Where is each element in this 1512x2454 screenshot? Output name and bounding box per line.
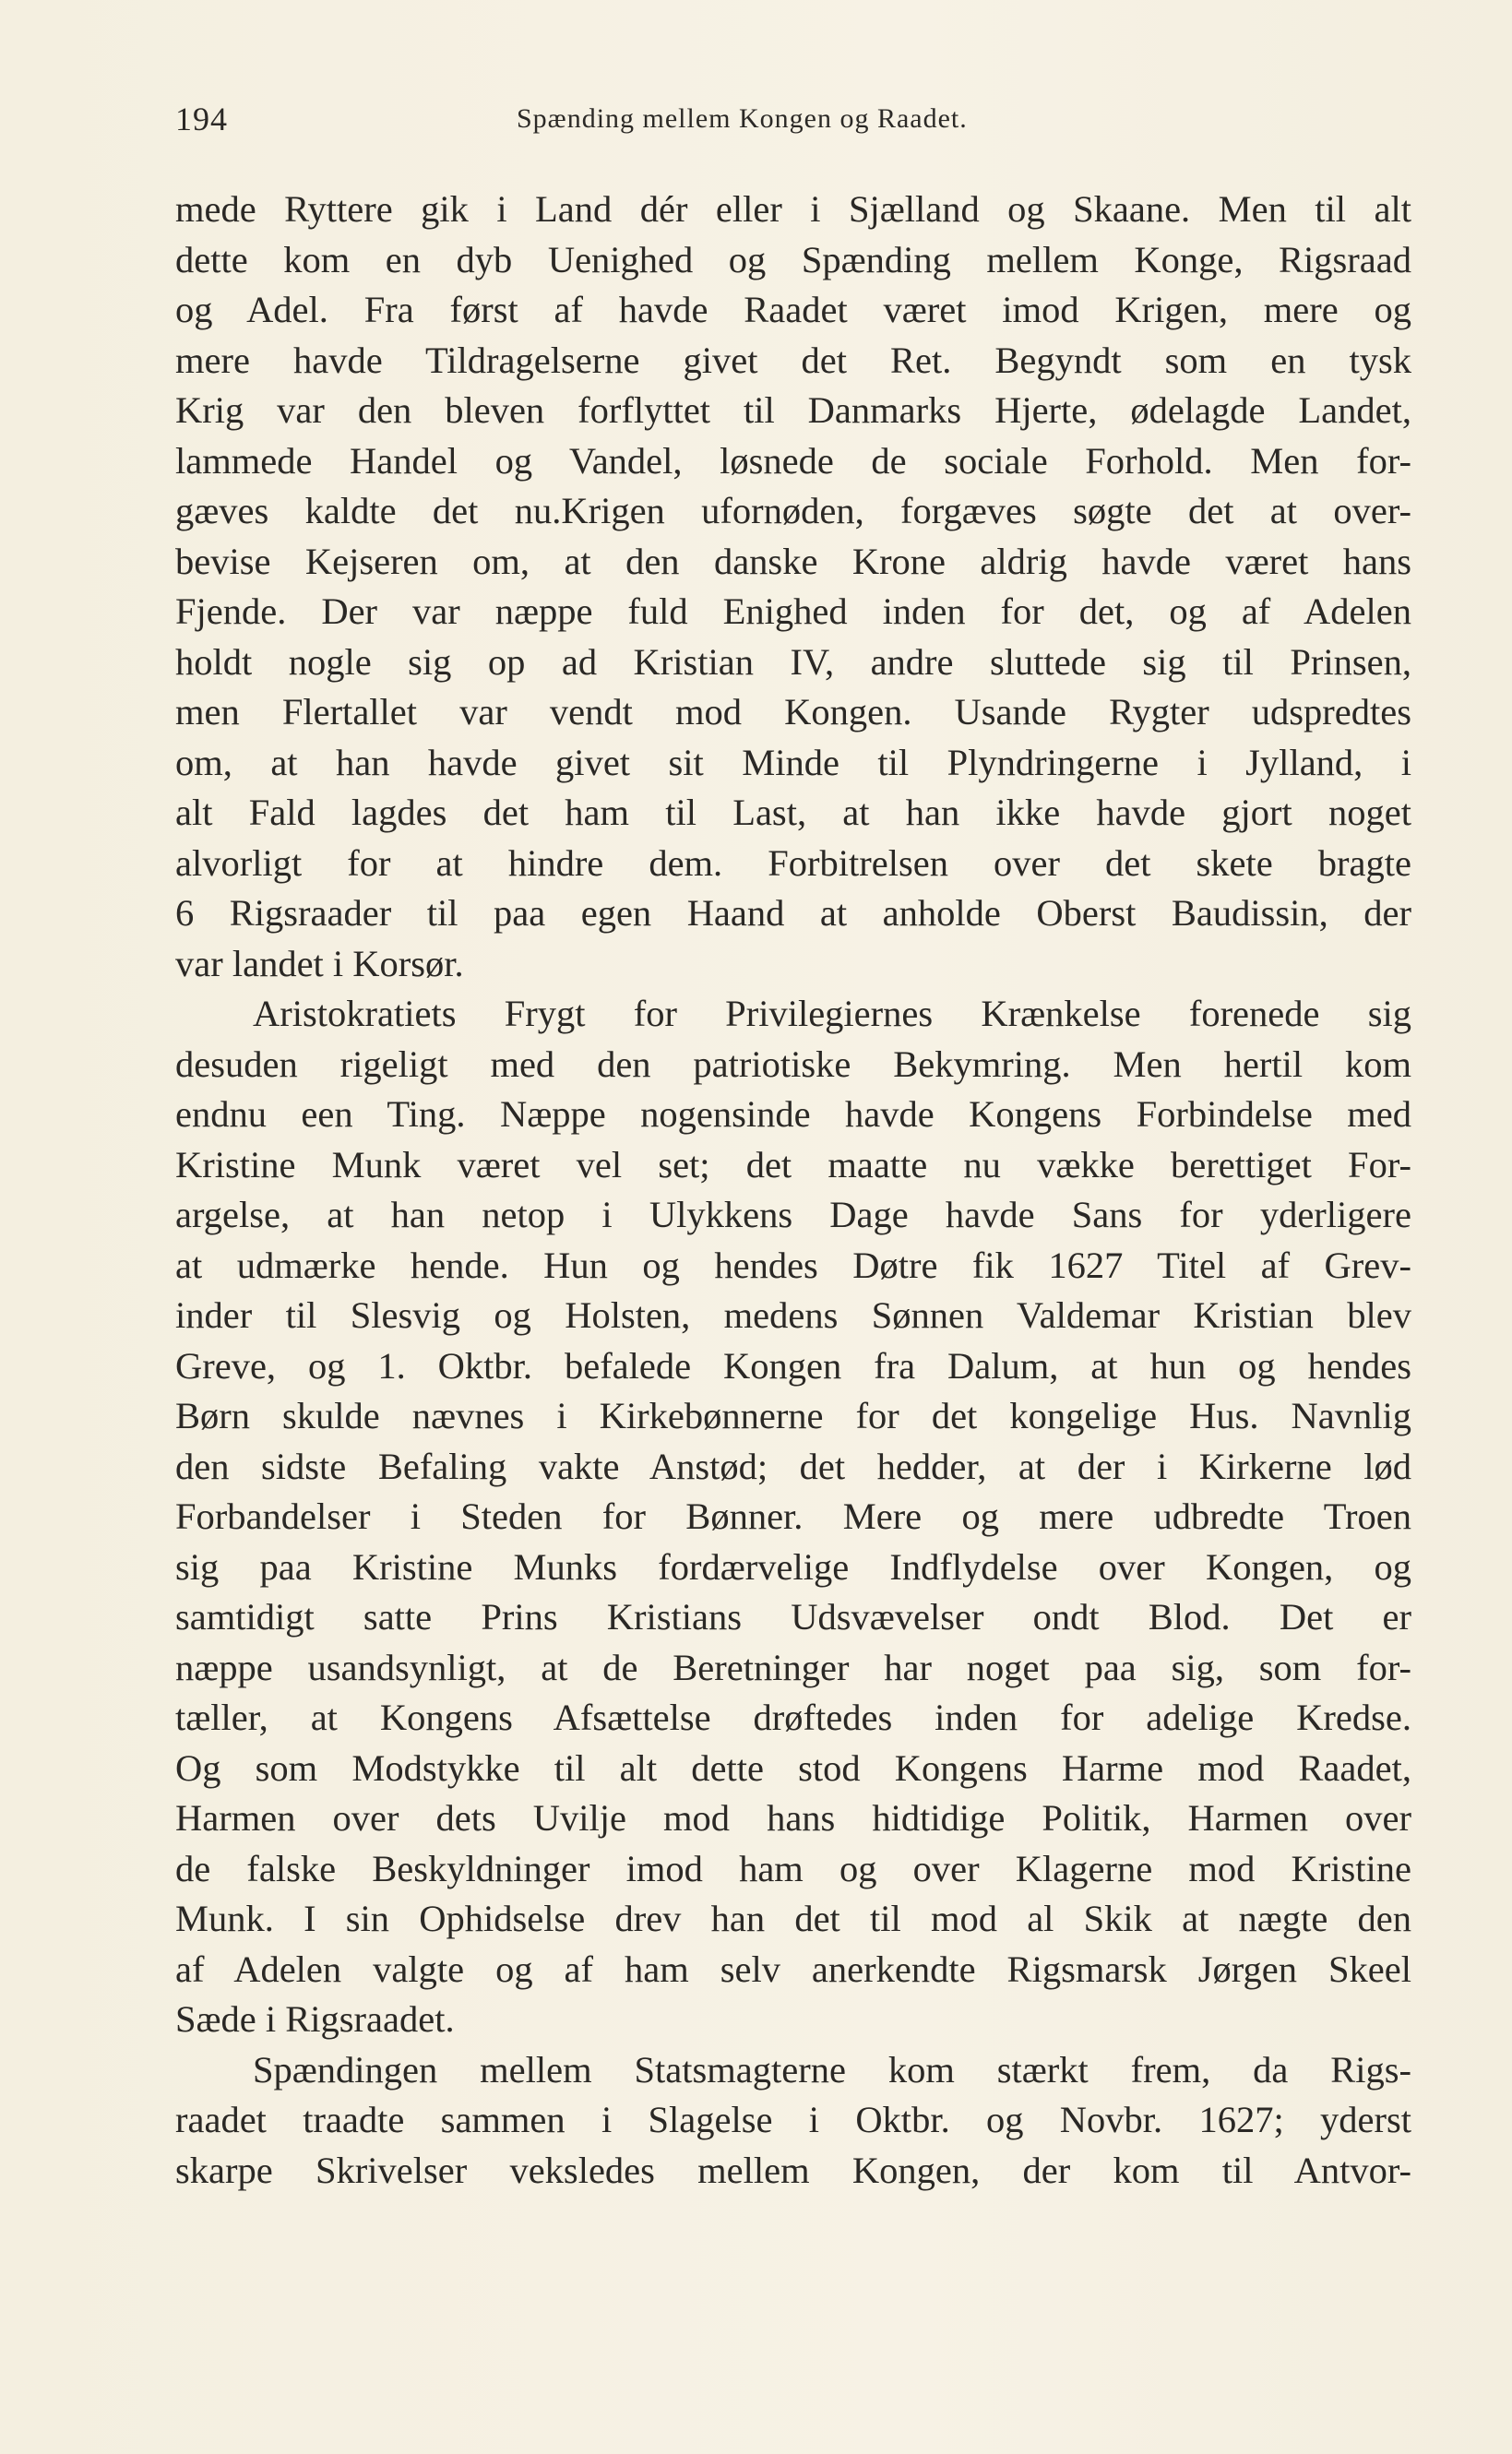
text-line: den sidste Befaling vakte Anstød; det hedder, at der i Kirkerne lød <box>175 1445 1411 1487</box>
text-line: dette kom en dyb Uenighed og Spænding mellem Konge, Rigsraad <box>175 238 1411 280</box>
text-line: Fjende. Der var næppe fuld Enighed inden for det, og af Adelen <box>175 590 1411 632</box>
text-line: argelse, at han netop i Ulykkens Dage havde Sans for yderligere <box>175 1194 1411 1235</box>
text-line: Greve, og 1. Oktbr. befalede Kongen fra Dalum, at hun og hendes <box>175 1344 1411 1387</box>
text-line: alvorligt for at hindre dem. Forbitrelsen over det skete bragte <box>175 841 1411 884</box>
text-line: Munk. I sin Ophidselse drev han det til mod al Skik at nægte den <box>175 1898 1411 1939</box>
text-line: at udmærke hende. Hun og hendes Døtre fik 1627 Titel af Grev- <box>175 1244 1411 1286</box>
text-line: holdt nogle sig op ad Kristian IV, andre sluttede sig til Prinsen, <box>175 640 1411 683</box>
text-line: Forbandelser i Steden for Bønner. Mere og mere udbredte Troen <box>175 1495 1411 1537</box>
text-line: inder til Slesvig og Holsten, medens Sønnen Valdemar Kristian blev <box>175 1294 1411 1336</box>
paragraph <box>175 185 1411 989</box>
text-line: Sæde i Rigsraadet. <box>175 1998 455 2040</box>
text-line: Kristine Munk været vel set; det maatte nu vække berettiget For- <box>175 1143 1411 1185</box>
text-line: Krig var den bleven forflyttet til Danmarks Hjerte, ødelagde Landet, <box>175 389 1411 431</box>
text-line: mede Ryttere gik i Land dér eller i Sjælland og Skaane. Men til alt <box>175 188 1411 230</box>
body-text <box>175 185 1411 2196</box>
text-line: endnu een Ting. Næppe nogensinde havde Kongens Forbindelse med <box>175 1093 1411 1135</box>
text-line: Og som Modstykke til alt dette stod Kongens Harme mod Raadet, <box>175 1746 1411 1789</box>
text-line: var landet i Korsør. <box>175 942 464 984</box>
paragraph <box>175 2045 1411 2197</box>
text-line: gæves kaldte det nu.Krigen ufornøden, forgæves søgte det at over- <box>175 490 1411 531</box>
page-number: 194 <box>175 101 228 137</box>
text-line: lammede Handel og Vandel, løsnede de sociale Forhold. Men for- <box>175 439 1411 482</box>
running-head <box>175 100 1411 155</box>
text-line: og Adel. Fra først af havde Raadet været imod Krigen, mere og <box>175 289 1411 330</box>
paragraph <box>175 989 1411 2045</box>
text-line: om, at han havde givet sit Minde til Plyndringerne i Jylland, i <box>175 741 1411 783</box>
text-line: Aristokratiets Frygt for Privilegiernes Krænkelse forenede sig <box>253 993 1411 1034</box>
text-line: de falske Beskyldninger imod ham og over Klagerne mod Kristine <box>175 1847 1411 1889</box>
text-line: skarpe Skrivelser veksledes mellem Kongen, der kom til Antvor- <box>175 2149 1411 2191</box>
text-line: Harmen over dets Uvilje mod hans hidtidige Politik, Harmen over <box>175 1797 1411 1839</box>
text-line: Spændingen mellem Statsmagterne kom stærkt frem, da Rigs- <box>253 2048 1411 2091</box>
text-line: bevise Kejseren om, at den danske Krone aldrig havde været hans <box>175 540 1411 582</box>
text-line: alt Fald lagdes det ham til Last, at han ikke havde gjort noget <box>175 792 1411 833</box>
text-line: Børn skulde nævnes i Kirkebønnerne for det kongelige Hus. Navnlig <box>175 1395 1411 1436</box>
text-line: af Adelen valgte og af ham selv anerkendte Rigsmarsk Jørgen Skeel <box>175 1948 1411 1990</box>
text-line: tæller, at Kongens Afsættelse drøftedes inden for adelige Kredse. <box>175 1697 1411 1738</box>
running-title: Spænding mellem Kongen og Raadet. <box>517 103 968 134</box>
text-line: raadet traadte sammen i Slagelse i Oktbr. og Novbr. 1627; yderst <box>175 2099 1411 2140</box>
text-line: mere havde Tildragelserne givet det Ret. Begyndt som en tysk <box>175 339 1411 381</box>
text-line: desuden rigeligt med den patriotiske Bekymring. Men hertil kom <box>175 1042 1411 1085</box>
text-line: men Flertallet var vendt mod Kongen. Usande Rygter udspredtes <box>175 691 1411 733</box>
text-line: 6 Rigsraader til paa egen Haand at anholde Oberst Baudissin, der <box>175 892 1411 934</box>
text-line: sig paa Kristine Munks fordærvelige Indflydelse over Kongen, og <box>175 1545 1411 1588</box>
text-line: næppe usandsynligt, at de Beretninger har noget paa sig, som for- <box>175 1646 1411 1688</box>
text-line: samtidigt satte Prins Kristians Udsvævelser ondt Blod. Det er <box>175 1596 1411 1638</box>
